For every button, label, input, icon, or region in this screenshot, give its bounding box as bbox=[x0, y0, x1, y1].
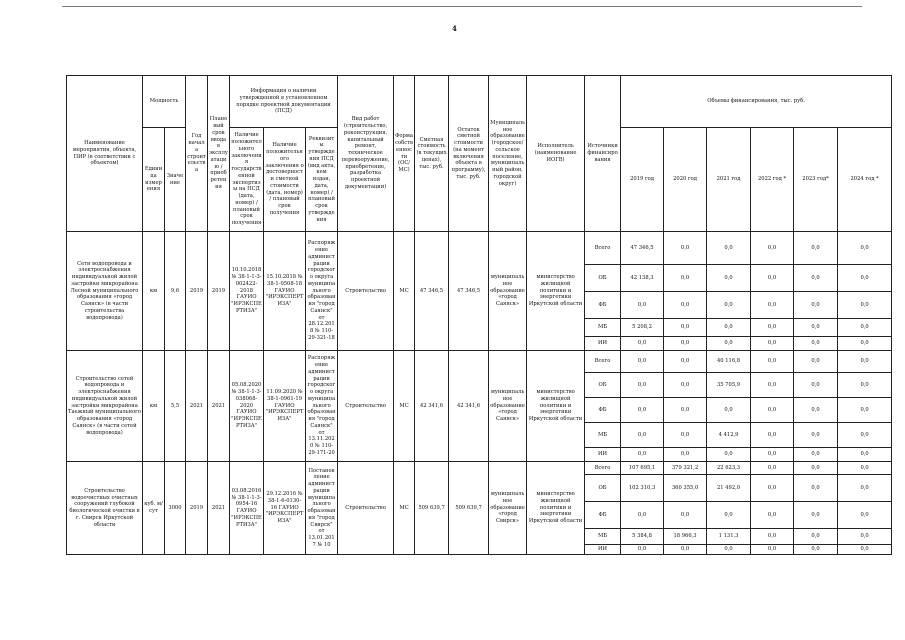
page-number: 4 bbox=[452, 24, 457, 33]
header-row-1 bbox=[67, 76, 892, 128]
cell-unit: км bbox=[143, 232, 165, 351]
cell-funding-value: 0,0 bbox=[794, 502, 838, 529]
cell-psd: 05.08.2020 № 38-1-1-3-038068-2020 ГАУИО "ИРЭКСПЕРТИЗА" bbox=[230, 351, 264, 462]
cell-estimate: 509 639,7 bbox=[415, 462, 449, 555]
cell-start: 2021 bbox=[186, 351, 208, 462]
cell-funding-value: 0,0 bbox=[664, 351, 707, 373]
cell-funding-value: 0,0 bbox=[751, 319, 794, 337]
cell-funding-value: 0,0 bbox=[751, 448, 794, 462]
cell-funding-value: 0,0 bbox=[621, 337, 664, 351]
cell-cost: 15.10.2018 № 38-1-0508-18 ГАУИО "ИРЭКСПЕРТИЗА" bbox=[264, 232, 306, 351]
cell-funding-value: 0,0 bbox=[621, 502, 664, 529]
cell-funding-value: 0,0 bbox=[751, 232, 794, 265]
cell-funding-value: 0,0 bbox=[838, 351, 892, 373]
cell-funding-value: 0,0 bbox=[751, 529, 794, 545]
cell-value: 5,5 bbox=[165, 351, 186, 462]
cell-funding-value: 0,0 bbox=[621, 423, 664, 448]
cell-funding-value: 0,0 bbox=[664, 423, 707, 448]
cell-funding-value: 0,0 bbox=[707, 292, 751, 319]
cell-start: 2019 bbox=[186, 462, 208, 555]
cell-funding-value: 0,0 bbox=[838, 337, 892, 351]
cell-value: 3000 bbox=[165, 462, 186, 555]
cell-funding-source: Всего bbox=[585, 232, 621, 265]
cell-end: 2019 bbox=[208, 232, 230, 351]
cell-funding-value: 0,0 bbox=[751, 337, 794, 351]
header-year-2020: 2020 год bbox=[664, 128, 707, 232]
cell-funding-value: 0,0 bbox=[621, 351, 664, 373]
cell-funding-value: 0,0 bbox=[621, 292, 664, 319]
cell-funding-value: 0,0 bbox=[838, 232, 892, 265]
cell-funding-value: 0,0 bbox=[794, 545, 838, 555]
cell-funding-value: 0,0 bbox=[838, 475, 892, 502]
cell-funding-value: 0,0 bbox=[707, 545, 751, 555]
cell-name: Строительство сетей водопровода и электроснабжения индивидуальной жилой застройки микрорайона Таежный муниципального образования «город Саянск» (в части сетей водопровода) bbox=[67, 351, 143, 462]
cell-funding-source: МБ bbox=[585, 423, 621, 448]
cell-funding-source: МБ bbox=[585, 529, 621, 545]
cell-own: МС bbox=[394, 462, 415, 555]
cell-funding-value: 0,0 bbox=[794, 462, 838, 475]
cell-funding-value: 107 695,1 bbox=[621, 462, 664, 475]
cell-funding-value: 47 346,5 bbox=[621, 232, 664, 265]
cell-funding-source: ОБ bbox=[585, 475, 621, 502]
header-year-2019: 2019 год bbox=[621, 128, 664, 232]
cell-funding-value: 0,0 bbox=[838, 545, 892, 555]
cell-funding-source: ФБ bbox=[585, 292, 621, 319]
header-year-2023: 2023 год* bbox=[794, 128, 838, 232]
header-cost-expertise: Наличие положительного заключения о достоверности сметной стоимости (дата, номер) / плановый срок получения bbox=[264, 128, 306, 232]
cell-funding-value: 102 310,3 bbox=[621, 475, 664, 502]
cell-funding-value: 0,0 bbox=[751, 423, 794, 448]
cell-funding-source: МБ bbox=[585, 319, 621, 337]
cell-funding-value: 0,0 bbox=[751, 502, 794, 529]
cell-funding-value: 0,0 bbox=[751, 292, 794, 319]
cell-funding-value: 0,0 bbox=[621, 398, 664, 423]
page-top-border bbox=[62, 6, 862, 7]
cell-value: 9,6 bbox=[165, 232, 186, 351]
header-estimate: Сметная стоимость (в текущих ценах), тыс. руб. bbox=[415, 76, 449, 232]
cell-remaining: 509 639,7 bbox=[449, 462, 489, 555]
table-row bbox=[67, 351, 892, 373]
cell-unit: куб. м/сут bbox=[143, 462, 165, 555]
cell-funding-value: 0,0 bbox=[794, 373, 838, 398]
cell-funding-source: ФБ bbox=[585, 502, 621, 529]
cell-funding-source: ОБ bbox=[585, 373, 621, 398]
cell-remaining: 47 346,5 bbox=[449, 232, 489, 351]
cell-funding-value: 0,0 bbox=[664, 373, 707, 398]
cell-executor: министерство жилищной политики и энергетики Иркутской области bbox=[527, 351, 585, 462]
cell-funding-value: 0,0 bbox=[794, 319, 838, 337]
header-year-2024: 2024 год * bbox=[838, 128, 892, 232]
cell-funding-value: 0,0 bbox=[707, 448, 751, 462]
cell-funding-source: ИИ bbox=[585, 448, 621, 462]
cell-own: МС bbox=[394, 232, 415, 351]
cell-funding-value: 0,0 bbox=[838, 292, 892, 319]
cell-funding-value: 0,0 bbox=[794, 265, 838, 292]
header-start-year: Год начала строительства bbox=[186, 76, 208, 232]
cell-funding-value: 0,0 bbox=[664, 337, 707, 351]
cell-funding-value: 0,0 bbox=[838, 448, 892, 462]
cell-funding-value: 0,0 bbox=[664, 232, 707, 265]
cell-funding-value: 0,0 bbox=[838, 462, 892, 475]
header-unit: Единица измерения bbox=[143, 128, 165, 232]
cell-funding-value: 42 138,3 bbox=[621, 265, 664, 292]
cell-funding-value: 0,0 bbox=[751, 351, 794, 373]
header-work-type: Вид работ (строительство, реконструкция, капитальный ремонт, техническое перевооружение, приобретение, разработка проектной документации) bbox=[338, 76, 394, 232]
cell-funding-value: 0,0 bbox=[707, 319, 751, 337]
cell-end: 2021 bbox=[208, 462, 230, 555]
cell-funding-value: 0,0 bbox=[794, 351, 838, 373]
cell-funding-value: 5 384,8 bbox=[621, 529, 664, 545]
cell-funding-value: 0,0 bbox=[751, 475, 794, 502]
cell-executor: министерство жилищной политики и энергетики Иркутской области bbox=[527, 232, 585, 351]
table-body bbox=[67, 232, 892, 555]
cell-remaining: 42 341,6 bbox=[449, 351, 489, 462]
cell-work: Строительство bbox=[338, 351, 394, 462]
cell-funding-value: 0,0 bbox=[838, 502, 892, 529]
cell-funding-value: 0,0 bbox=[664, 398, 707, 423]
cell-funding-value: 0,0 bbox=[751, 265, 794, 292]
cell-funding-value: 0,0 bbox=[707, 337, 751, 351]
cell-funding-value: 0,0 bbox=[707, 232, 751, 265]
header-value: Значение bbox=[165, 128, 186, 232]
cell-end: 2021 bbox=[208, 351, 230, 462]
header-year-2021: 2021 год bbox=[707, 128, 751, 232]
cell-start: 2019 bbox=[186, 232, 208, 351]
cell-funding-value: 40 116,8 bbox=[707, 351, 751, 373]
cell-funding-value: 0,0 bbox=[621, 545, 664, 555]
cell-funding-source: ИИ bbox=[585, 545, 621, 555]
table-row bbox=[67, 462, 892, 475]
cell-funding-value: 0,0 bbox=[838, 423, 892, 448]
header-sources: Источники финансирования bbox=[585, 76, 621, 232]
header-executor: Исполнитель (наименование ИОГВ) bbox=[527, 76, 585, 232]
cell-funding-value: 5 208,2 bbox=[621, 319, 664, 337]
cell-municipality: муниципальное образование «город Саянск» bbox=[489, 351, 527, 462]
cell-unit: км bbox=[143, 351, 165, 462]
cell-funding-value: 0,0 bbox=[751, 373, 794, 398]
header-funding: Объемы финансирования, тыс. руб. bbox=[621, 76, 892, 128]
cell-funding-value: 0,0 bbox=[751, 398, 794, 423]
cell-funding-value: 0,0 bbox=[838, 373, 892, 398]
cell-funding-value: 0,0 bbox=[794, 423, 838, 448]
cell-funding-source: ФБ bbox=[585, 398, 621, 423]
cell-funding-value: 0,0 bbox=[751, 462, 794, 475]
cell-municipality: муниципальное образование «город Свирск» bbox=[489, 462, 527, 555]
header-municipality: Муниципальное образование (городское/сельское поселение, муниципальный район, городской округ) bbox=[489, 76, 527, 232]
cell-approval: Распоряжение администрации городского округа муниципального образования "город Саянск" от 28.12.2018 № 110-29-321-18 bbox=[306, 232, 338, 351]
cell-funding-value: 18 966,3 bbox=[664, 529, 707, 545]
cell-funding-value: 0,0 bbox=[707, 398, 751, 423]
cell-municipality: муниципальное образование «город Саянск» bbox=[489, 232, 527, 351]
cell-funding-value: 0,0 bbox=[751, 545, 794, 555]
cell-executor: министерство жилищной политики и энергетики Иркутской области bbox=[527, 462, 585, 555]
cell-work: Строительство bbox=[338, 232, 394, 351]
header-psd-info: Информация о наличии утвержденной в установленном порядке проектной документации (ПСД) bbox=[230, 76, 338, 128]
cell-funding-value: 0,0 bbox=[664, 502, 707, 529]
cell-estimate: 42 341,6 bbox=[415, 351, 449, 462]
cell-psd: 03.08.2016 № 38-1-1-3-0954-16 ГАУИО "ИРЭКСПЕРТИЗА" bbox=[230, 462, 264, 555]
header-year-2022: 2022 год * bbox=[751, 128, 794, 232]
cell-funding-source: ИИ bbox=[585, 337, 621, 351]
table-row bbox=[67, 232, 892, 265]
cell-psd: 10.10.2018 № 38-1-1-3-002422-2018 ГАУИО "ИРЭКСПЕРТИЗА" bbox=[230, 232, 264, 351]
cell-cost: 11.09.2020 № 38-1-0961-19 ГАУИО "ИРЭКСПЕРТИЗА" bbox=[264, 351, 306, 462]
cell-funding-value: 0,0 bbox=[794, 398, 838, 423]
cell-name: Сети водопровода и электроснабжения индивидуальной жилой застройки микрорайона Лесной муниципального образования «город Саянск» (в части строительства водопровода) bbox=[67, 232, 143, 351]
cell-approval: Распоряжение администрации городского округа муниципального образования "город Саянск" от 13.11.2020 № 110-29-171-20 bbox=[306, 351, 338, 462]
cell-funding-value: 35 705,9 bbox=[707, 373, 751, 398]
cell-funding-source: ОБ bbox=[585, 265, 621, 292]
cell-funding-value: 0,0 bbox=[794, 337, 838, 351]
cell-funding-value: 0,0 bbox=[794, 475, 838, 502]
cell-funding-value: 4 412,9 bbox=[707, 423, 751, 448]
cell-funding-value: 0,0 bbox=[838, 398, 892, 423]
cell-funding-value: 0,0 bbox=[707, 502, 751, 529]
cell-funding-value: 1 131,3 bbox=[707, 529, 751, 545]
cell-funding-value: 21 492,0 bbox=[707, 475, 751, 502]
cell-funding-value: 0,0 bbox=[794, 292, 838, 319]
cell-name: Строительство водоочистных очистных сооружений глубокой биологической очистки в г. Свирск Иркутской области bbox=[67, 462, 143, 555]
cell-funding-value: 0,0 bbox=[794, 529, 838, 545]
cell-funding-value: 0,0 bbox=[707, 265, 751, 292]
cell-funding-value: 0,0 bbox=[621, 448, 664, 462]
cell-cost: 29.12.2016 № 38-1-6-0130-16 ГАУИО "ИРЭКСПЕРТИЗА" bbox=[264, 462, 306, 555]
cell-funding-value: 0,0 bbox=[838, 529, 892, 545]
cell-approval: Постановление администрации муниципального образования "город Свирск" от 13.01.2017 № 10 bbox=[306, 462, 338, 555]
cell-funding-value: 360 355,0 bbox=[664, 475, 707, 502]
cell-funding-value: 0,0 bbox=[664, 319, 707, 337]
header-ownership: Форма собственности (ОС/МС) bbox=[394, 76, 415, 232]
header-remaining: Остаток сметной стоимости (на момент включения объекта в программу), тыс. руб. bbox=[449, 76, 489, 232]
cell-work: Строительство bbox=[338, 462, 394, 555]
cell-funding-value: 0,0 bbox=[794, 448, 838, 462]
header-psd-expertise: Наличие положительного заключения государственной экспертизы на ПСД (дата, номер) / плановый срок получения bbox=[230, 128, 264, 232]
investment-program-table bbox=[66, 75, 892, 555]
header-plan-year: Плановый срок ввода в эксплуатацию / приобретения bbox=[208, 76, 230, 232]
cell-funding-value: 22 623,3 bbox=[707, 462, 751, 475]
cell-funding-value: 0,0 bbox=[838, 265, 892, 292]
cell-funding-value: 0,0 bbox=[664, 545, 707, 555]
cell-funding-source: Всего bbox=[585, 462, 621, 475]
cell-funding-value: 0,0 bbox=[664, 448, 707, 462]
cell-funding-value: 0,0 bbox=[664, 265, 707, 292]
cell-funding-value: 0,0 bbox=[838, 319, 892, 337]
header-approval: Реквизиты утверждения ПСД (вид акта, кем издан, дата, номер) / плановый срок утверждения bbox=[306, 128, 338, 232]
cell-funding-source: Всего bbox=[585, 351, 621, 373]
cell-funding-value: 0,0 bbox=[664, 292, 707, 319]
cell-own: МС bbox=[394, 351, 415, 462]
header-capacity: Мощность bbox=[143, 76, 186, 128]
cell-funding-value: 0,0 bbox=[794, 232, 838, 265]
cell-funding-value: 379 321,2 bbox=[664, 462, 707, 475]
cell-funding-value: 0,0 bbox=[621, 373, 664, 398]
header-name: Наименование мероприятия, объекта, ПИР (в соответствии с объектом) bbox=[67, 76, 143, 232]
cell-estimate: 47 346,5 bbox=[415, 232, 449, 351]
